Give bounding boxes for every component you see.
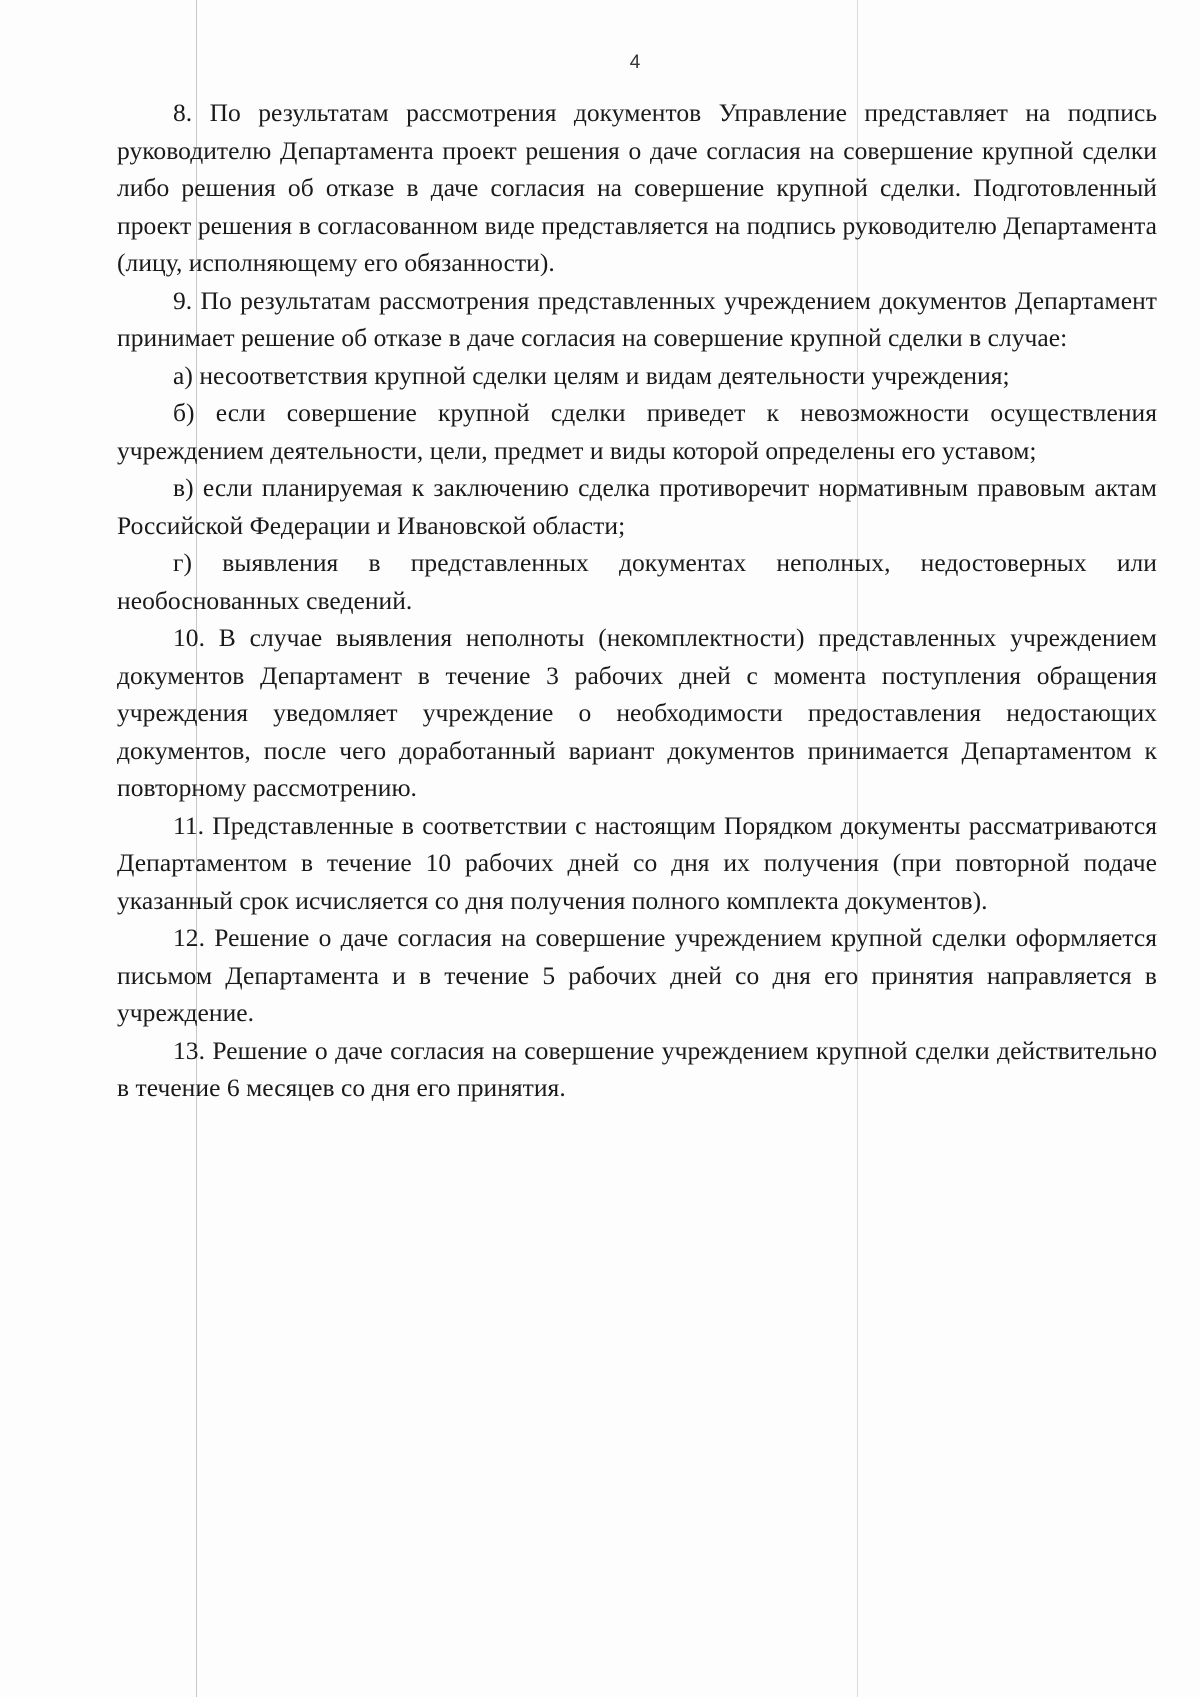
paragraph-10: 10. В случае выявления неполноты (некомплектности) представленных учреждением документов Департамент в течение 3 рабочих дней с момента поступления обращения учреждения уведомляет учреждение о необходимости предоставления недостающих документов, после чего доработанный вариант документов принимается Департаментом к повторному рассмотрению. — [117, 623, 1157, 802]
document-body — [117, 94, 1157, 1107]
paragraph-13: 13. Решение о даче согласия на совершение учреждением крупной сделки действительно в течение 6 месяцев со дня его принятия. — [117, 1035, 1157, 1102]
paragraph-8: 8. По результатам рассмотрения документов Управление представляет на подпись руководителю Департамента проект решения о даче согласия на совершение крупной сделки либо решения об отказе в даче согласия на совершение крупной сделки. Подготовленный проект решения в согласованном виде представляется на подпись руководителю Департамента (лицу, исполняющему его обязанности). — [117, 98, 1157, 277]
paragraph-9v: в) если планируемая к заключению сделка противоречит нормативным правовым актам Российской Федерации и Ивановской области; — [117, 473, 1157, 540]
page-number: 4 — [629, 52, 641, 73]
paragraph-12: 12. Решение о даче согласия на совершение учреждением крупной сделки оформляется письмом Департамента и в течение 5 рабочих дней со дня его принятия направляется в учреждение. — [117, 923, 1157, 1027]
paragraph-9: 9. По результатам рассмотрения представленных учреждением документов Департамент принимает решение об отказе в даче согласия на совершение крупной сделки в случае: — [117, 285, 1157, 352]
paragraph-9b: б) если совершение крупной сделки приведет к невозможности осуществления учреждением деятельности, цели, предмет и виды которой определены его уставом; — [117, 398, 1157, 465]
paragraph-9a: а) несоответствия крупной сделки целям и видам деятельности учреждения; — [173, 360, 1010, 390]
paragraph-11: 11. Представленные в соответствии с настоящим Порядком документы рассматриваются Департаментом в течение 10 рабочих дней со дня их получения (при повторной подаче указанный срок исчисляется со дня получения полного комплекта документов). — [117, 810, 1157, 915]
paragraph-9g: г) выявления в представленных документах неполных, недостоверных или необоснованных сведений. — [117, 548, 1157, 615]
